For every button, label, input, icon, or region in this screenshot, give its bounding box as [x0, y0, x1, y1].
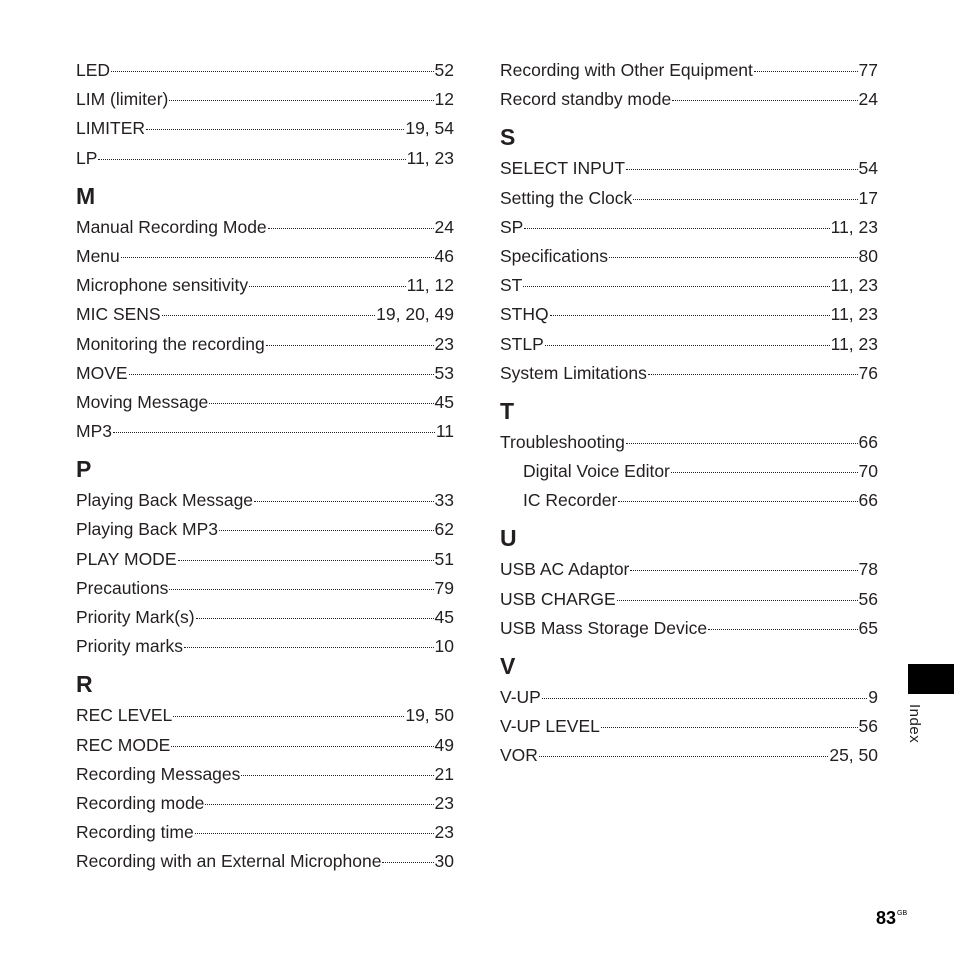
index-entry — [76, 56, 454, 85]
index-entry-pages: 23 — [434, 333, 454, 354]
index-entry — [500, 585, 878, 614]
index-entry-term: Priority Mark(s) — [76, 607, 195, 627]
index-entry-pages: 56 — [858, 588, 878, 609]
index-entry-pages: 45 — [434, 607, 454, 627]
index-entry-term: MP3 — [76, 421, 112, 442]
index-entry — [76, 300, 454, 329]
index-entry — [76, 330, 454, 359]
dot-leader — [171, 746, 433, 747]
dot-leader — [618, 501, 857, 502]
dot-leader — [626, 169, 857, 170]
index-entry — [500, 614, 878, 643]
dot-leader — [609, 257, 858, 258]
index-entry-pages: 10 — [434, 636, 454, 657]
index-entry — [500, 300, 878, 329]
index-entry-pages: 46 — [434, 245, 454, 266]
index-column-right — [500, 56, 878, 771]
index-entry — [500, 184, 878, 213]
index-entry-term: REC LEVEL — [76, 705, 173, 726]
index-entry-term: Playing Back Message — [76, 490, 254, 511]
index-entry-term: Record standby mode — [500, 89, 672, 110]
dot-leader — [162, 315, 376, 316]
index-entry-pages: 79 — [434, 577, 454, 598]
index-entry-pages: 11 — [435, 421, 454, 442]
index-entry-term: Setting the Clock — [500, 187, 633, 208]
index-entry-pages: 11, 23 — [406, 147, 454, 168]
dot-leader — [98, 159, 405, 160]
index-tab-label: Index — [906, 704, 923, 744]
index-entry-pages: 24 — [434, 216, 454, 237]
index-entry-term: ST — [500, 275, 523, 296]
index-entry-pages: 11, 23 — [830, 333, 878, 354]
index-entry-term: SELECT INPUT — [500, 158, 626, 179]
index-entry-term: Recording with Other Equipment — [500, 60, 753, 80]
dot-leader — [268, 228, 434, 229]
index-entry — [500, 712, 878, 741]
index-entry — [76, 144, 454, 173]
index-entry-pages: 23 — [434, 792, 454, 813]
dot-leader — [173, 716, 404, 717]
index-entry-term: Recording time — [76, 822, 194, 843]
dot-leader — [184, 647, 434, 648]
index-entry-term: Precautions — [76, 577, 169, 598]
index-entry-pages: 70 — [858, 461, 878, 482]
index-entry-term: LIMITER — [76, 118, 146, 139]
index-entry-term: LP — [76, 147, 98, 168]
index-entry-term: System Limitations — [500, 362, 647, 383]
dot-leader — [633, 199, 857, 200]
dot-leader — [672, 100, 857, 101]
index-entry-pages: 78 — [858, 559, 878, 580]
index-entry — [76, 847, 454, 876]
index-letter-heading: M — [76, 182, 96, 209]
index-entry-pages: 21 — [434, 763, 454, 784]
index-letter-heading: V — [500, 653, 516, 679]
index-letter-heading: T — [500, 397, 515, 424]
index-entry — [76, 515, 454, 544]
index-entry-term: IC Recorder — [523, 490, 618, 511]
index-entry-term: VOR — [500, 745, 538, 766]
index-entry-pages: 45 — [434, 391, 454, 412]
dot-leader — [121, 257, 434, 258]
index-entry-term: LED — [76, 60, 111, 80]
index-entry — [76, 701, 454, 730]
index-entry-term: Playing Back MP3 — [76, 519, 219, 540]
page-number — [876, 908, 907, 929]
dot-leader — [630, 570, 857, 571]
index-entry-pages: 17 — [858, 187, 878, 208]
index-entry — [76, 789, 454, 818]
index-entry — [76, 486, 454, 515]
index-entry — [76, 85, 454, 114]
index-entry-term: STLP — [500, 333, 544, 354]
index-entry-pages: 25, 50 — [829, 745, 878, 766]
index-entry-pages: 23 — [434, 822, 454, 843]
index-entry-pages: 54 — [858, 158, 878, 179]
index-entry — [76, 213, 454, 242]
index-entry — [76, 388, 454, 417]
index-entry — [500, 330, 878, 359]
index-entry-term: V-UP LEVEL — [500, 716, 600, 737]
index-entry-pages: 56 — [858, 716, 878, 737]
dot-leader — [648, 374, 858, 375]
dot-leader — [708, 629, 857, 630]
dot-leader — [754, 71, 858, 72]
index-entry-pages: 11, 23 — [830, 216, 878, 237]
index-entry — [500, 741, 878, 770]
index-entry-term: Recording with an External Microphone — [76, 851, 382, 872]
dot-leader — [169, 589, 433, 590]
index-entry-pages: 24 — [858, 89, 878, 110]
page-number-value: 83 — [876, 908, 897, 928]
index-letter-heading: P — [76, 456, 92, 483]
dot-leader — [266, 345, 434, 346]
index-entry — [500, 213, 878, 242]
index-column-left — [76, 56, 454, 877]
index-entry-term: Menu — [76, 245, 120, 266]
dot-leader — [129, 374, 434, 375]
index-entry — [500, 428, 878, 457]
index-entry-term: Microphone sensitivity — [76, 275, 249, 296]
index-letter-heading: U — [500, 525, 517, 552]
index-letter-heading: S — [500, 124, 516, 151]
dot-leader — [219, 530, 434, 531]
index-entry-pages: 52 — [434, 60, 454, 80]
dot-leader — [524, 228, 829, 229]
index-entry-term: USB AC Adaptor — [500, 559, 630, 580]
dot-leader — [617, 600, 858, 601]
dot-leader — [196, 618, 434, 619]
index-letter-heading: R — [76, 671, 93, 698]
index-entry-pages: 9 — [868, 687, 878, 707]
index-entry-term: Priority marks — [76, 636, 183, 657]
index-entry — [76, 632, 454, 661]
dot-leader — [178, 560, 434, 561]
index-entry — [76, 574, 454, 603]
index-entry-pages: 80 — [858, 245, 878, 266]
index-entry-pages: 65 — [858, 617, 878, 638]
index-entry-pages: 12 — [434, 89, 454, 110]
index-entry — [76, 603, 454, 632]
index-entry — [500, 154, 878, 183]
index-entry — [76, 417, 454, 446]
index-entry-term: MIC SENS — [76, 304, 161, 325]
index-entry-term: MOVE — [76, 362, 128, 383]
dot-leader — [254, 501, 433, 502]
index-entry — [500, 683, 878, 712]
index-entry-term: SP — [500, 216, 524, 237]
index-entry-pages: 62 — [434, 519, 454, 540]
index-entry-term: Recording mode — [76, 792, 205, 813]
dot-leader — [550, 315, 830, 316]
index-entry-term: Troubleshooting — [500, 431, 625, 452]
index-entry-pages: 51 — [434, 548, 454, 569]
index-entry-pages: 19, 54 — [405, 118, 454, 139]
index-entry-term: Moving Message — [76, 391, 209, 412]
index-entry-pages: 30 — [434, 851, 454, 872]
dot-leader — [205, 804, 433, 805]
dot-leader — [523, 286, 829, 287]
index-entry-term: REC MODE — [76, 734, 171, 755]
dot-leader — [169, 100, 433, 101]
dot-leader — [195, 833, 434, 834]
index-entry — [500, 555, 878, 584]
index-entry-pages: 19, 50 — [405, 705, 454, 726]
index-entry-pages: 11, 12 — [406, 275, 454, 296]
index-entry-term: LIM (limiter) — [76, 89, 169, 110]
dot-leader — [111, 71, 433, 72]
region-code: GB — [897, 910, 908, 917]
index-entry-term: USB CHARGE — [500, 588, 616, 609]
index-entry — [500, 486, 878, 515]
index-entry — [76, 359, 454, 388]
index-entry — [76, 114, 454, 143]
dot-leader — [382, 862, 433, 863]
index-entry — [500, 56, 878, 85]
dot-leader — [542, 698, 867, 699]
index-entry-pages: 49 — [434, 734, 454, 755]
dot-leader — [241, 775, 433, 776]
index-entry-pages: 33 — [434, 490, 454, 511]
index-tab-marker — [908, 664, 954, 694]
index-entry-term: Recording Messages — [76, 763, 241, 784]
dot-leader — [601, 727, 858, 728]
index-entry-pages: 11, 23 — [830, 304, 878, 325]
index-entry — [76, 242, 454, 271]
dot-leader — [113, 432, 435, 433]
dot-leader — [671, 472, 858, 473]
index-entry-term: USB Mass Storage Device — [500, 617, 708, 638]
dot-leader — [146, 129, 404, 130]
dot-leader — [539, 756, 828, 757]
dot-leader — [209, 403, 433, 404]
index-entry-pages: 19, 20, 49 — [376, 304, 454, 325]
index-entry — [500, 457, 878, 486]
index-entry-pages: 11, 23 — [830, 275, 878, 296]
index-entry-term: Manual Recording Mode — [76, 216, 267, 237]
dot-leader — [545, 345, 830, 346]
index-entry — [76, 760, 454, 789]
dot-leader — [249, 286, 405, 287]
index-entry — [76, 271, 454, 300]
dot-leader — [626, 443, 858, 444]
index-entry-term: PLAY MODE — [76, 548, 177, 569]
index-entry-pages: 66 — [858, 431, 878, 452]
index-entry-term: Monitoring the recording — [76, 333, 265, 354]
index-entry — [500, 242, 878, 271]
index-entry-pages: 53 — [434, 362, 454, 383]
index-entry-term: V-UP — [500, 687, 541, 707]
index-entry-pages: 77 — [858, 60, 878, 80]
index-entry — [76, 731, 454, 760]
index-entry — [76, 818, 454, 847]
index-entry — [500, 359, 878, 388]
index-entry-pages: 66 — [858, 490, 878, 511]
index-entry — [500, 271, 878, 300]
index-entry — [76, 545, 454, 574]
index-entry-term: Specifications — [500, 245, 608, 266]
index-entry-pages: 76 — [858, 362, 878, 383]
index-entry-term: STHQ — [500, 304, 549, 325]
index-entry-term: Digital Voice Editor — [523, 461, 670, 482]
index-entry — [500, 85, 878, 114]
